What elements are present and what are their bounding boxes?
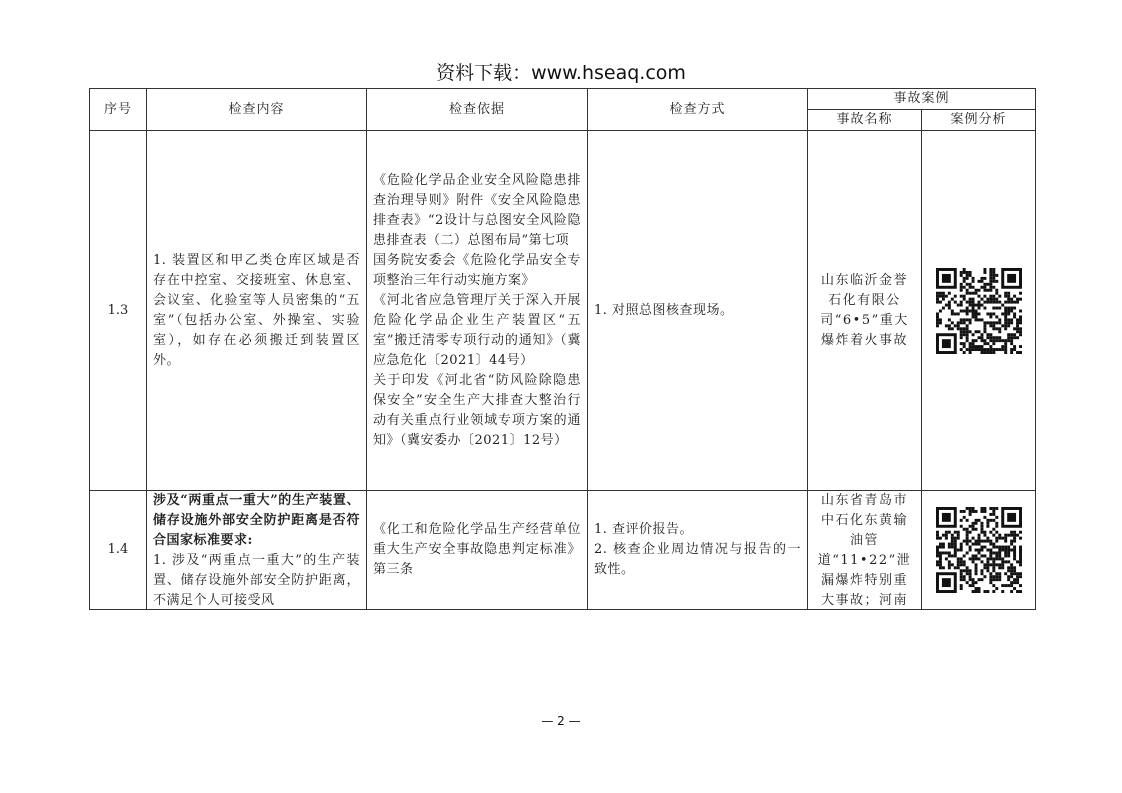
row-case-analysis	[922, 131, 1036, 491]
qr-code-icon[interactable]	[936, 268, 1022, 354]
inspection-table	[89, 88, 1036, 610]
method-line: 1. 查评价报告。	[594, 522, 694, 537]
basis-item: 《河北省应急管理厅关于深入开展危险化学品企业生产装置区“五室”搬迁清零专项行动的通知》（冀应急危化〔2021〕44号）	[373, 292, 581, 368]
row-seq: 1.3	[90, 131, 147, 491]
header-case-name: 事故名称	[808, 110, 922, 131]
basis-item: 《化工和危险化学品生产经营单位重大生产安全事故隐患判定标准》第三条	[373, 522, 581, 577]
row-case-analysis	[922, 491, 1036, 610]
header-method: 检查方式	[588, 89, 808, 131]
row-seq: 1.4	[90, 491, 147, 610]
header-seq: 序号	[90, 89, 147, 131]
row-method	[588, 491, 808, 610]
basis-item: 国务院安委会《危险化学品安全专项整治三年行动实施方案》	[373, 252, 581, 288]
header-row-1	[90, 89, 1036, 110]
row-content: 1. 装置区和甲乙类仓库区域是否存在中控室、交接班室、休息室、会议室、化验室等人员密集的“五室”（包括办公室、外操室、实验室），如存在必须搬迁到装置区外。	[147, 131, 367, 491]
site-header: 资料下载：www.hseaq.com	[436, 62, 686, 84]
row-basis	[367, 131, 588, 491]
basis-item: 《危险化学品企业安全风险隐患排查治理导则》附件《安全风险隐患排查表》“2设计与总图安全风险隐患排查表（二）总图布局”第七项	[373, 172, 581, 248]
method-line: 2. 核查企业周边情况与报告的一致性。	[594, 542, 801, 577]
row-content	[147, 491, 367, 610]
header-case-group: 事故案例	[808, 89, 1036, 110]
row-case-name: 山东省青岛市中石化东黄输油管道“11•22”泄漏爆炸特别重大事故；河南	[808, 491, 922, 610]
table-row	[90, 491, 1036, 610]
page-number: — 2 —	[541, 714, 581, 728]
basis-item: 关于印发《河北省“防风险除隐患保安全”安全生产大排查大整治行动有关重点行业领域专项方案的通知》（冀安委办〔2021〕12号）	[373, 372, 581, 448]
header-case-analysis: 案例分析	[922, 110, 1036, 131]
row-basis	[367, 491, 588, 610]
header-basis: 检查依据	[367, 89, 588, 131]
content-text: 1. 涉及“两重点一重大”的生产装置、储存设施外部安全防护距离，不满足个人可接受风	[153, 553, 360, 608]
row-case-name: 山东临沂金誉石化有限公司“6•5”重大爆炸着火事故	[808, 131, 922, 491]
row-method: 1. 对照总图核查现场。	[588, 131, 808, 491]
table-row	[90, 131, 1036, 491]
content-bold: 涉及“两重点一重大”的生产装置、储存设施外部安全防护距离是否符合国家标准要求:	[153, 493, 360, 548]
qr-code-icon[interactable]	[936, 507, 1022, 593]
header-content: 检查内容	[147, 89, 367, 131]
